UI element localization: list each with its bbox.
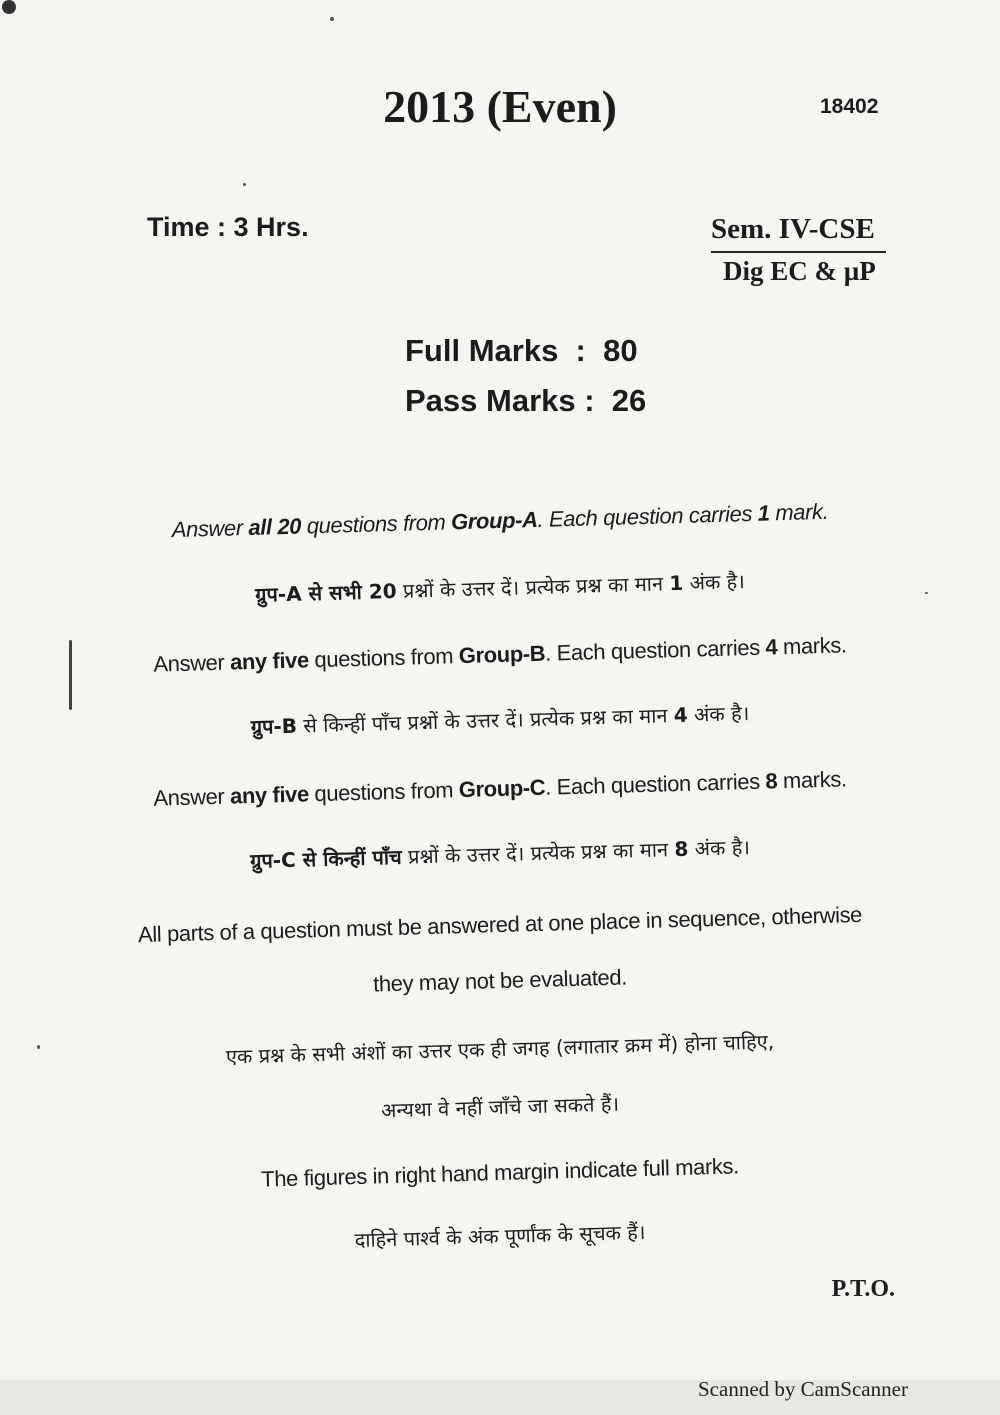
instruction-group-a-en: Answer all 20 questions from Group-A. Each question carries 1 mark. [171,498,829,543]
scan-speck [37,1045,40,1049]
instruction-parts-en-2: they may not be evaluated. [372,964,628,997]
instruction-group-a-hi: ग्रुप-A से सभी 20 प्रश्नों के उत्तर दें। प्रत्येक प्रश्न का मान 1 अंक है। [254,569,746,607]
instruction-group-b-en: Answer any five questions from Group-B. Each question carries 4 marks. [153,632,847,677]
scan-mark [69,640,72,710]
instruction-parts-hi-1: एक प्रश्न के सभी अंशों का उत्तर एक ही जगह (लगातार क्रम में) होना चाहिए, [225,1029,775,1069]
full-marks-label: Full Marks [405,333,559,368]
exam-time: Time : 3 Hrs. [147,212,309,242]
subject-label: Dig EC & µP [723,256,876,286]
instruction-parts-hi-2: अन्यथा वे नहीं जाँचे जा सकते हैं। [380,1091,620,1123]
scan-speck [2,0,16,14]
instruction-figures-en: The figures in right hand margin indicate full marks. [260,1153,740,1192]
scanner-watermark: Scanned by CamScanner [698,1377,908,1401]
instruction-group-b-hi: ग्रुप-B से किन्हीं पाँच प्रश्नों के उत्तर दें। प्रत्येक प्रश्न का मान 4 अंक है। [250,701,750,739]
scan-speck [330,17,334,21]
instruction-figures-hi: दाहिने पार्श्व के अंक पूर्णांक के सूचक हैं। [354,1219,646,1253]
instruction-group-c-hi: ग्रुप-C से किन्हीं पाँच प्रश्नों के उत्तर दें। प्रत्येक प्रश्न का मान 8 अंक है। [249,835,751,873]
semester-underline [711,251,886,253]
pto-label: P.T.O. [831,1276,895,1302]
exam-title: 2013 (Even) [383,81,617,132]
scan-speck [925,592,928,594]
instruction-group-c-en: Answer any five questions from Group-C. Each question carries 8 marks. [153,766,847,811]
scan-speck [243,183,246,186]
pass-marks-value: 26 [611,383,647,418]
semester-label: Sem. IV-CSE [711,213,875,245]
pass-marks: Pass Marks : 26 [405,383,647,418]
full-marks-value: 80 [603,333,638,368]
full-marks: Full Marks : 80 [405,333,638,368]
instruction-parts-en-1: All parts of a question must be answered at one place in sequence, otherwise [137,901,863,948]
pass-marks-label: Pass Marks [405,383,576,418]
paper-code: 18402 [820,95,879,118]
